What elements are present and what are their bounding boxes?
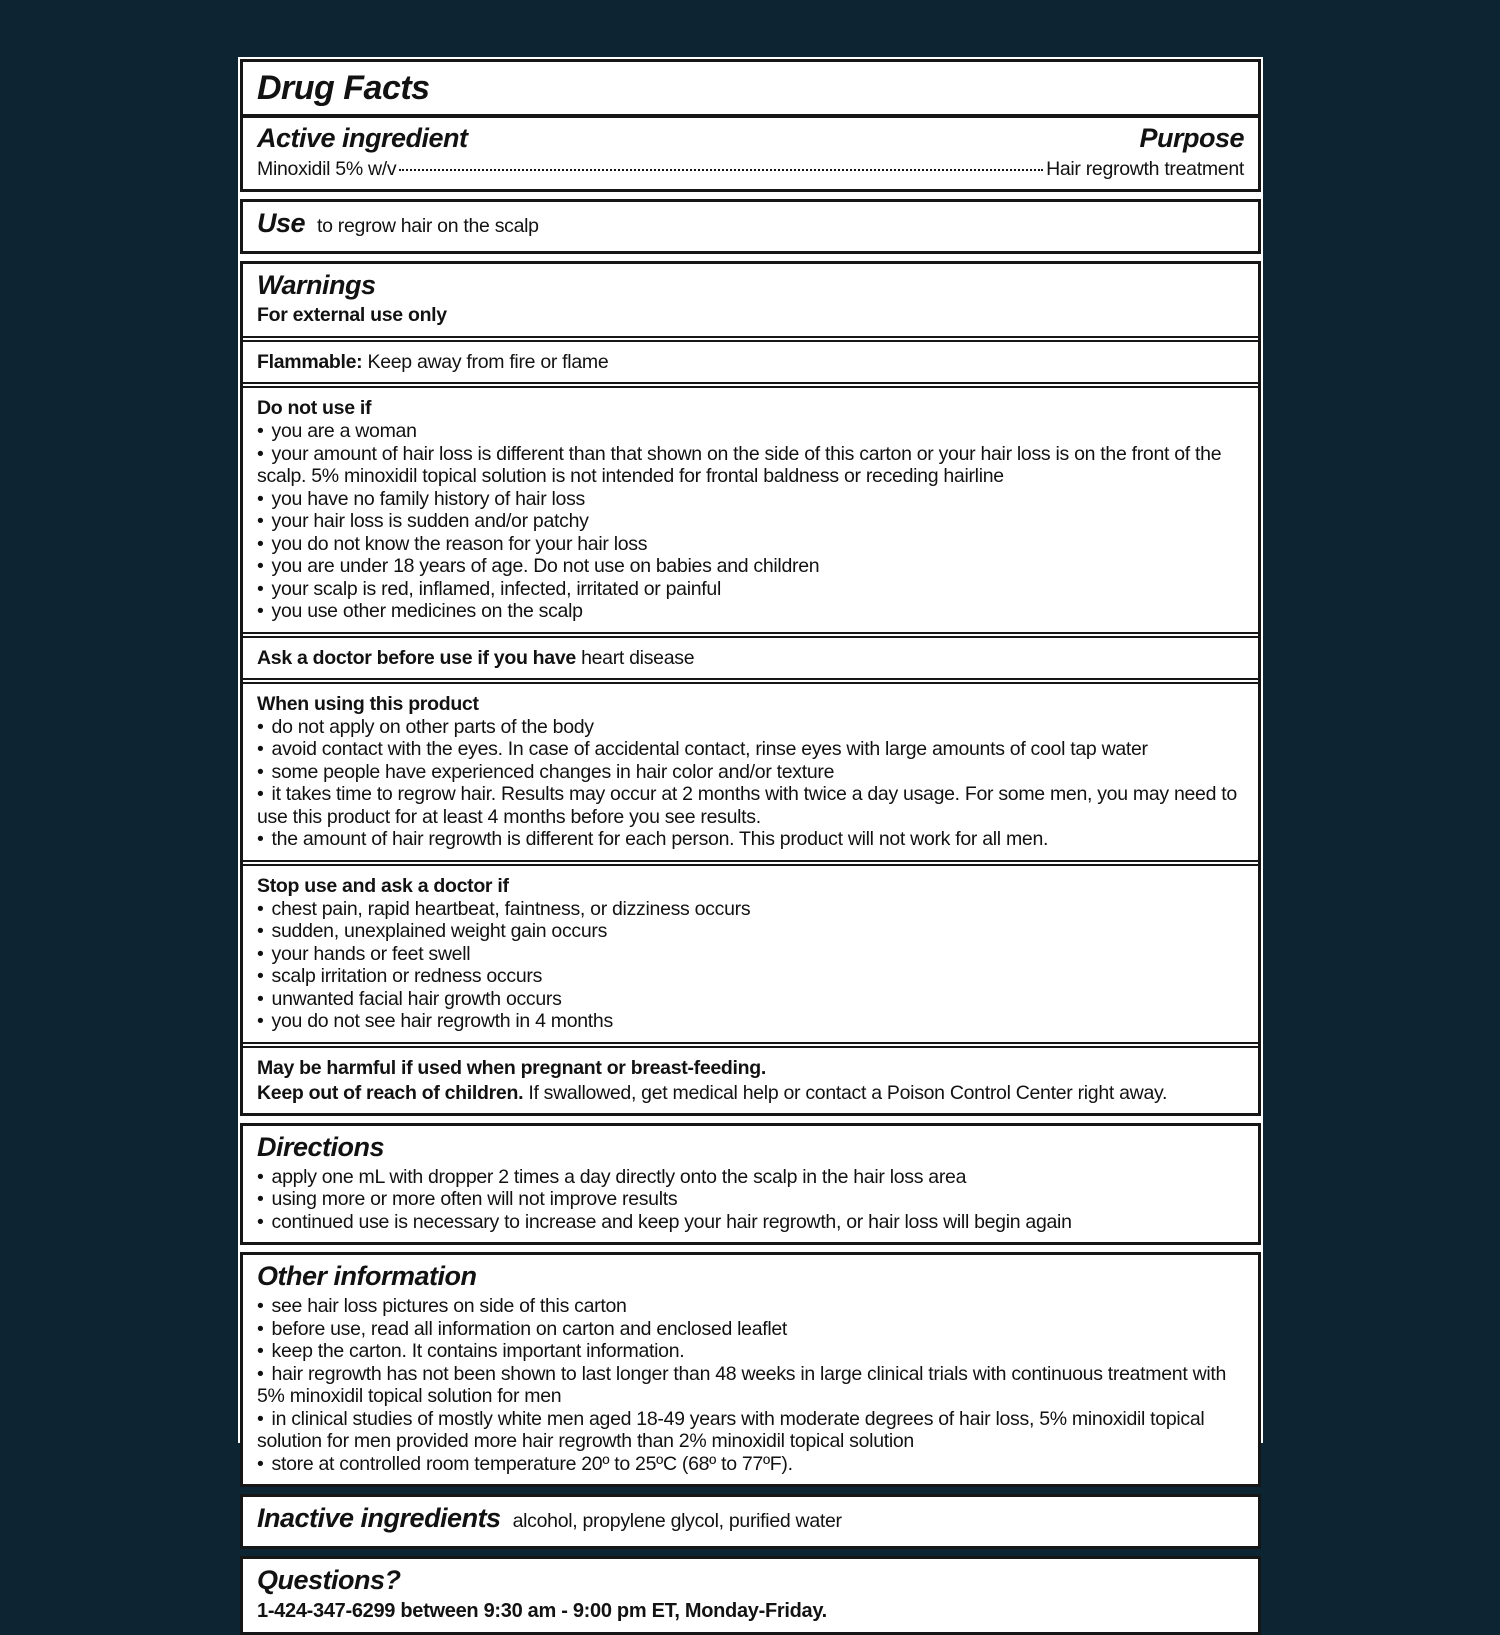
external-use-text: For external use only <box>257 304 447 327</box>
section-title-active-ingredient <box>240 59 1261 192</box>
bullet-item: • using more or more often will not improve results <box>257 1188 1244 1211</box>
section-directions <box>240 1123 1261 1246</box>
warnings-divider <box>243 860 1258 866</box>
when-using-heading: When using this product <box>257 692 479 715</box>
bullet-item: • you are under 18 years of age. Do not use on babies and children <box>257 555 1244 578</box>
bullet-item: • you do not know the reason for your hair loss <box>257 533 1244 556</box>
bullet-item: • scalp irritation or redness occurs <box>257 965 1244 988</box>
bullet-item: • you use other medicines on the scalp <box>257 600 1244 623</box>
purpose-value: Hair regrowth treatment <box>1046 158 1244 181</box>
ask-doctor-label: Ask a doctor before use if you have <box>257 646 576 669</box>
children-warning-text: If swallowed, get medical help or contact a Poison Control Center right away. <box>528 1081 1168 1104</box>
when-using-list <box>257 716 1244 851</box>
drug-facts-label <box>238 57 1263 1623</box>
bullet-item: • store at controlled room temperature 20º to 25ºC (68º to 77ºF). <box>257 1453 1244 1476</box>
bullet-item: • avoid contact with the eyes. In case of accidental contact, rinse eyes with large amounts of cool tap water <box>257 738 1244 761</box>
pregnancy-warning: May be harmful if used when pregnant or breast-feeding. <box>257 1056 766 1079</box>
warnings-divider <box>243 678 1258 684</box>
dotted-leader <box>399 169 1043 171</box>
other-information-heading: Other information <box>257 1261 477 1292</box>
bullet-item: • apply one mL with dropper 2 times a day directly onto the scalp in the hair loss area <box>257 1166 1244 1189</box>
bullet-item: • chest pain, rapid heartbeat, faintness, or dizziness occurs <box>257 898 1244 921</box>
children-warning-line <box>257 1082 1244 1104</box>
bullet-item: • do not apply on other parts of the body <box>257 716 1244 739</box>
bullet-item: • hair regrowth has not been shown to last longer than 48 weeks in large clinical trials with continuous treatment with 5% minoxidil topical solution for men <box>257 1363 1244 1408</box>
flammable-text: Keep away from fire or flame <box>367 351 609 374</box>
warnings-divider <box>243 632 1258 638</box>
do-not-use-heading: Do not use if <box>257 397 372 420</box>
bullet-item: • before use, read all information on carton and enclosed leaflet <box>257 1318 1244 1341</box>
directions-list <box>257 1166 1244 1234</box>
bullet-item: • it takes time to regrow hair. Results may occur at 2 months with twice a day usage. For some men, you may need to use this product for at least 4 months before you see results. <box>257 783 1244 828</box>
bullet-item: • see hair loss pictures on side of this carton <box>257 1295 1244 1318</box>
bullet-item: • you are a woman <box>257 420 1244 443</box>
warnings-divider <box>243 336 1258 342</box>
inactive-ingredients-text: alcohol, propylene glycol, purified water <box>512 1510 842 1533</box>
section-warnings <box>240 261 1261 1116</box>
title-divider <box>243 114 1258 118</box>
children-warning-label: Keep out of reach of children. <box>257 1081 524 1104</box>
active-ingredient-value: Minoxidil 5% w/v <box>257 158 397 181</box>
inactive-ingredients-heading: Inactive ingredients <box>257 1503 501 1534</box>
bullet-item: • sudden, unexplained weight gain occurs <box>257 920 1244 943</box>
warnings-divider <box>243 382 1258 388</box>
active-ingredient-heading: Active ingredient <box>257 123 468 154</box>
bullet-item: • you do not see hair regrowth in 4 months <box>257 1010 1244 1033</box>
bullet-item: • your amount of hair loss is different than that shown on the side of this carton or your hair loss is on the front of the scalp. 5% minoxidil topical solution is not intended for frontal baldness or receding hairline <box>257 443 1244 488</box>
warnings-divider <box>243 1042 1258 1048</box>
bullet-item: • you have no family history of hair loss <box>257 488 1244 511</box>
do-not-use-list <box>257 420 1244 623</box>
bullet-item: • in clinical studies of mostly white men aged 18-49 years with moderate degrees of hair loss, 5% minoxidil topical solution for men provided more hair regrowth than 2% minoxidil topical solution <box>257 1408 1244 1453</box>
use-heading: Use <box>257 208 306 239</box>
bullet-item: • the amount of hair regrowth is different for each person. This product will not work for all men. <box>257 828 1244 851</box>
bullet-item: • your hair loss is sudden and/or patchy <box>257 510 1244 533</box>
questions-phone-text: 1-424-347-6299 between 9:30 am - 9:00 pm ET, Monday-Friday. <box>257 1600 827 1623</box>
bullet-item: • your scalp is red, inflamed, infected, irritated or painful <box>257 578 1244 601</box>
section-other-information <box>240 1252 1261 1487</box>
drug-facts-title: Drug Facts <box>257 69 430 107</box>
bullet-item: • your hands or feet swell <box>257 943 1244 966</box>
flammable-label: Flammable: <box>257 351 363 374</box>
bullet-item: • keep the carton. It contains important information. <box>257 1340 1244 1363</box>
questions-heading: Questions? <box>257 1565 401 1596</box>
use-text: to regrow hair on the scalp <box>317 215 539 238</box>
directions-heading: Directions <box>257 1131 385 1162</box>
ask-doctor-text: heart disease <box>581 646 695 669</box>
ask-doctor-line <box>257 647 1244 669</box>
purpose-heading: Purpose <box>1139 123 1244 154</box>
bullet-item: • continued use is necessary to increase and keep your hair regrowth, or hair loss will begin again <box>257 1211 1244 1234</box>
bullet-item: • some people have experienced changes in hair color and/or texture <box>257 761 1244 784</box>
warnings-heading: Warnings <box>257 270 376 301</box>
bullet-item: • unwanted facial hair growth occurs <box>257 988 1244 1011</box>
flammable-line <box>257 351 1244 373</box>
stop-use-heading: Stop use and ask a doctor if <box>257 874 509 897</box>
stop-use-list <box>257 898 1244 1033</box>
other-information-list <box>257 1295 1244 1475</box>
section-use <box>240 199 1261 254</box>
section-questions <box>240 1556 1261 1635</box>
section-inactive-ingredients <box>240 1494 1261 1549</box>
